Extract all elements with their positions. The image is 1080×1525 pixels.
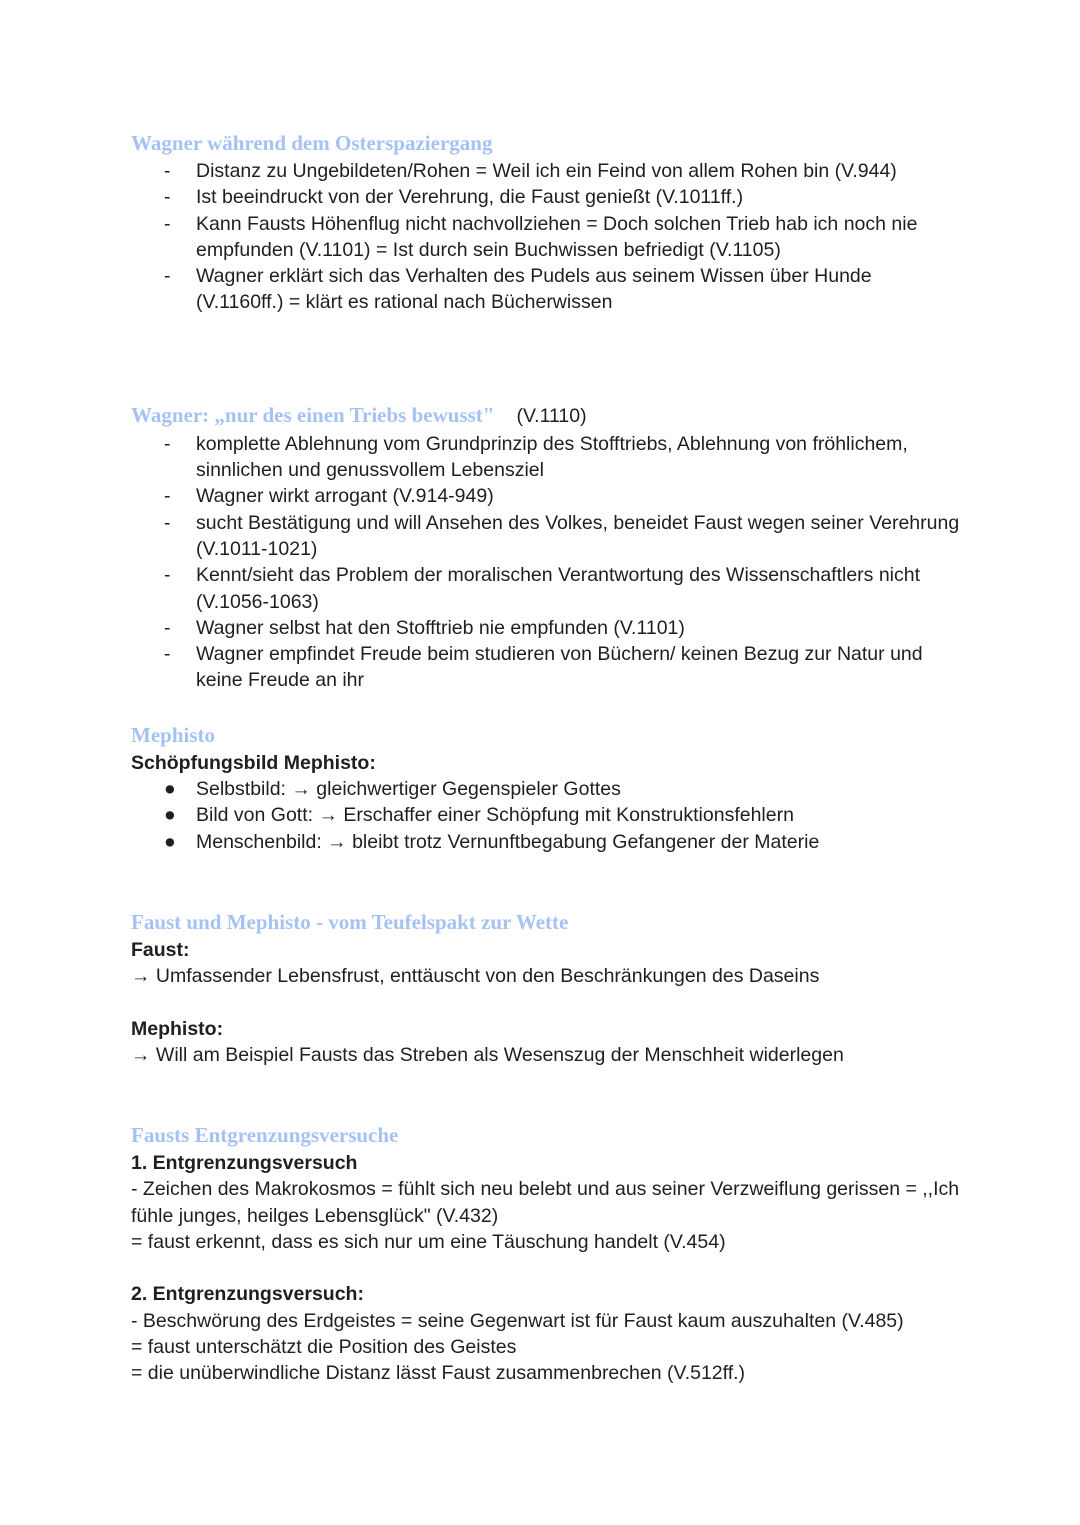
bullet-list-triebs [131,431,961,694]
mephisto-text: → Will am Beispiel Fausts das Streben als Wesenszug der Menschheit widerlegen [131,1043,844,1066]
list-item [131,802,961,828]
list-item-text: Menschenbild: → bleibt trotz Vernunftbegabung Gefangener der Materie [196,830,820,853]
list-item-text: Kennt/sieht das Problem der moralischen Verantwortung des Wissenschaftlers nicht (V.1056-1063) [196,564,921,613]
dash-marker: - [164,643,171,666]
list-item-text: Distanz zu Ungebildeten/Rohen = Weil ich ein Feind von allem Rohen bin (V.944) [196,160,897,182]
section-heading-teufelspakt: Faust und Mephisto - vom Teufelspakt zur Wette [131,909,569,934]
entgrenzung-2-line: = die unüberwindliche Distanz lässt Faust zusammenbrechen (V.512ff.) [131,1362,746,1385]
list-item-text: Kann Fausts Höhenflug nicht nachvollziehen = Doch solchen Trieb hab ich noch nie empfunden (V.1101) = Ist durch sein Buchwissen befriedigt (V.1105) [196,212,918,261]
bullet-list-osterspaziergang [131,158,961,316]
dash-marker: - [164,564,171,587]
list-item [131,615,961,641]
section-heading-triebs [131,400,961,431]
dash-marker: - [164,265,171,288]
list-item [131,158,961,184]
subheading-schoepfungsbild: Schöpfungsbild Mephisto: [131,751,376,774]
list-item [131,483,961,509]
dash-marker: - [164,616,171,639]
section-heading-text: Wagner: „nur des einen Triebs bewusst" [131,402,495,427]
bullet-dot-icon: ● [164,778,176,801]
bullet-dot-icon: ● [164,830,176,853]
dash-marker: - [164,160,171,182]
faust-text: → Umfassender Lebensfrust, enttäuscht von den Beschränkungen des Daseins [131,965,820,988]
entgrenzung-1-line: - Zeichen des Makrokosmos = fühlt sich neu belebt und aus seiner Verzweiflung gerissen = ,,Ich fühle junges, heilges Lebensglück" (V.432) [131,1178,960,1227]
mephisto-label: Mephisto: [131,1017,224,1040]
bullet-dot-icon: ● [164,804,176,827]
entgrenzung-2-label: 2. Entgrenzungsversuch: [131,1283,364,1306]
dash-marker: - [164,212,171,235]
list-item-text: Wagner erklärt sich das Verhalten des Pudels aus seinem Wissen über Hunde (V.1160ff.) = klärt es rational nach Bücherwissen [196,265,872,314]
list-item [131,211,961,264]
list-item [131,510,961,563]
entgrenzung-1-label: 1. Entgrenzungsversuch [131,1152,358,1175]
entgrenzung-1-line: = faust erkennt, dass es sich nur um eine Täuschung handelt (V.454) [131,1231,726,1254]
section-heading-entgrenzung: Fausts Entgrenzungsversuche [131,1123,399,1148]
faust-label: Faust: [131,938,190,961]
list-item [131,263,961,316]
list-item-text: Wagner empfindet Freude beim studieren von Büchern/ keinen Bezug zur Natur und keine Freude an ihr [196,643,923,692]
dash-marker: - [164,186,171,209]
list-item-text: komplette Ablehnung vom Grundprinzip des Stofftriebs, Ablehnung von fröhlichem, sinnlichen und genussvollem Lebensziel [196,432,908,482]
list-item-text: Selbstbild: → gleichwertiger Gegenspieler Gottes [196,778,621,801]
list-item [131,776,961,802]
list-item [131,431,961,484]
entgrenzung-2-line: = faust unterschätzt die Position des Geistes [131,1335,517,1358]
section-heading-osterspaziergang: Wagner während dem Osterspaziergang [131,131,493,155]
list-item [131,184,961,210]
list-item-text: Wagner selbst hat den Stofftrieb nie empfunden (V.1101) [196,616,685,639]
list-item-text: Bild von Gott: → Erschaffer einer Schöpfung mit Konstruktionsfehlern [196,804,794,827]
document-page [131,128,961,1387]
list-item [131,562,961,615]
list-item [131,641,961,694]
verse-reference: (V.1110) [516,404,587,427]
bullet-list-schoepfungsbild [131,776,961,855]
list-item [131,829,961,855]
entgrenzung-2-line: - Beschwörung des Erdgeistes = seine Gegenwart ist für Faust kaum auszuhalten (V.485) [131,1309,904,1332]
dash-marker: - [164,432,171,455]
dash-marker: - [164,511,171,534]
list-item-text: Wagner wirkt arrogant (V.914-949) [196,485,494,508]
list-item-text: Ist beeindruckt von der Verehrung, die Faust genießt (V.1011ff.) [196,186,744,209]
dash-marker: - [164,485,171,508]
section-heading-mephisto: Mephisto [131,722,215,747]
list-item-text: sucht Bestätigung und will Ansehen des Volkes, beneidet Faust wegen seiner Verehrung (V.1011-1021) [196,511,960,560]
